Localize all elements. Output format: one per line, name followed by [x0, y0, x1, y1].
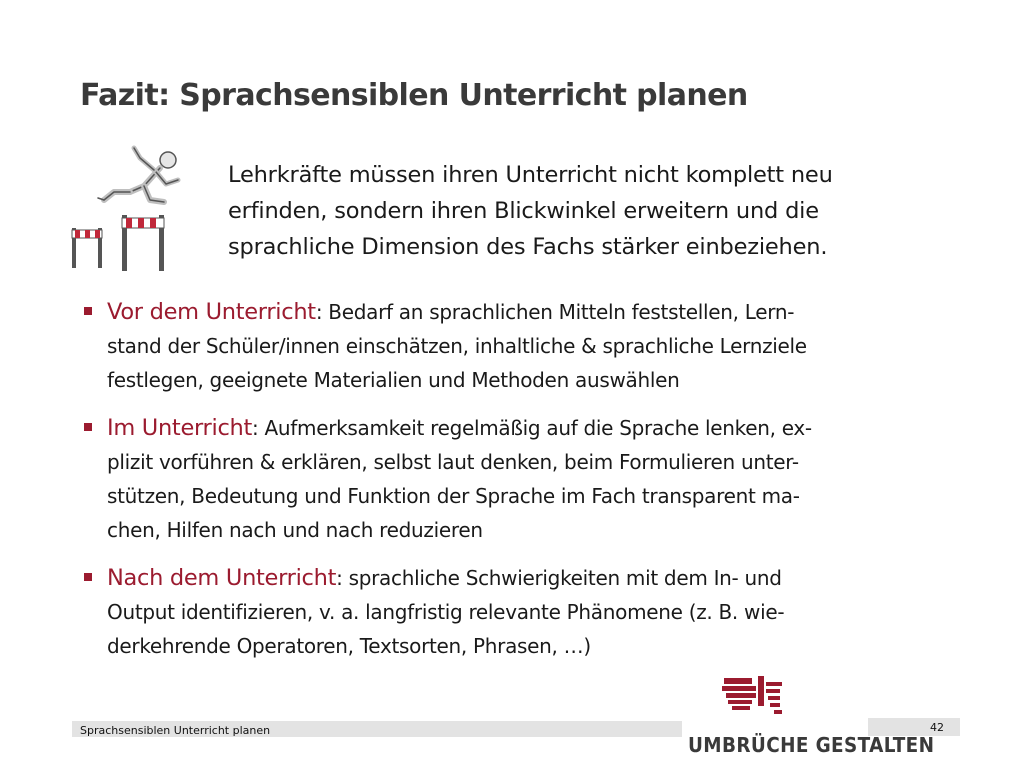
bullet-text: : sprachliche Schwierigkeiten mit dem In- und — [336, 566, 782, 590]
bullet-text: stützen, Bedeutung und Funktion der Sprache im Fach transparent ma- — [107, 484, 800, 508]
bullet-square-icon — [84, 573, 92, 581]
bullet-heading: Im Unterricht — [107, 415, 253, 441]
bullet-item-vor — [80, 295, 950, 397]
bullet-heading: Nach dem Unterricht — [107, 565, 337, 591]
bullet-item-im — [80, 411, 950, 547]
hurdle-icon — [72, 228, 102, 268]
slide-title: Fazit: Sprachsensiblen Unterricht planen — [80, 78, 748, 113]
bullet-item-nach — [80, 561, 950, 663]
bullet-text: : Bedarf an sprachlichen Mitteln feststellen, Lern- — [315, 300, 795, 324]
intro-line: sprachliche Dimension des Fachs stärker einbeziehen. — [228, 234, 828, 260]
bullet-text: Output identifizieren, v. a. langfristig relevante Phänomene (z. B. wie- — [107, 600, 785, 624]
bullet-text: stand der Schüler/innen einschätzen, inhaltliche & sprachliche Lernziele — [107, 334, 807, 358]
bullet-square-icon — [84, 423, 92, 431]
bullet-list — [80, 295, 950, 677]
footer-title: Sprachsensiblen Unterricht planen — [80, 724, 271, 737]
bullet-heading: Vor dem Unterricht — [107, 299, 316, 325]
hurdler-illustration — [64, 140, 189, 275]
intro-line: erfinden, sondern ihren Blickwinkel erweitern und die — [228, 198, 819, 224]
bullet-text: : Aufmerksamkeit regelmäßig auf die Sprache lenken, ex- — [252, 416, 812, 440]
runner-icon — [98, 148, 178, 202]
bullet-text: chen, Hilfen nach und nach reduzieren — [107, 518, 483, 542]
bullet-text: derkehrende Operatoren, Textsorten, Phrasen, …) — [107, 634, 591, 658]
bullet-text: plizit vorführen & erklären, selbst laut denken, beim Formulieren unter- — [107, 450, 799, 474]
umbrueche-gestalten-logo — [718, 672, 838, 720]
bullet-square-icon — [84, 307, 92, 315]
page-number: 42 — [930, 721, 944, 734]
intro-line: Lehrkräfte müssen ihren Unterricht nicht komplett neu — [228, 162, 833, 188]
logo-wordmark: UMBRÜCHE GESTALTEN — [688, 733, 935, 757]
bullet-text: festlegen, geeignete Materialien und Methoden auswählen — [107, 368, 680, 392]
hurdle-icon — [122, 215, 164, 271]
intro-paragraph — [228, 157, 928, 265]
